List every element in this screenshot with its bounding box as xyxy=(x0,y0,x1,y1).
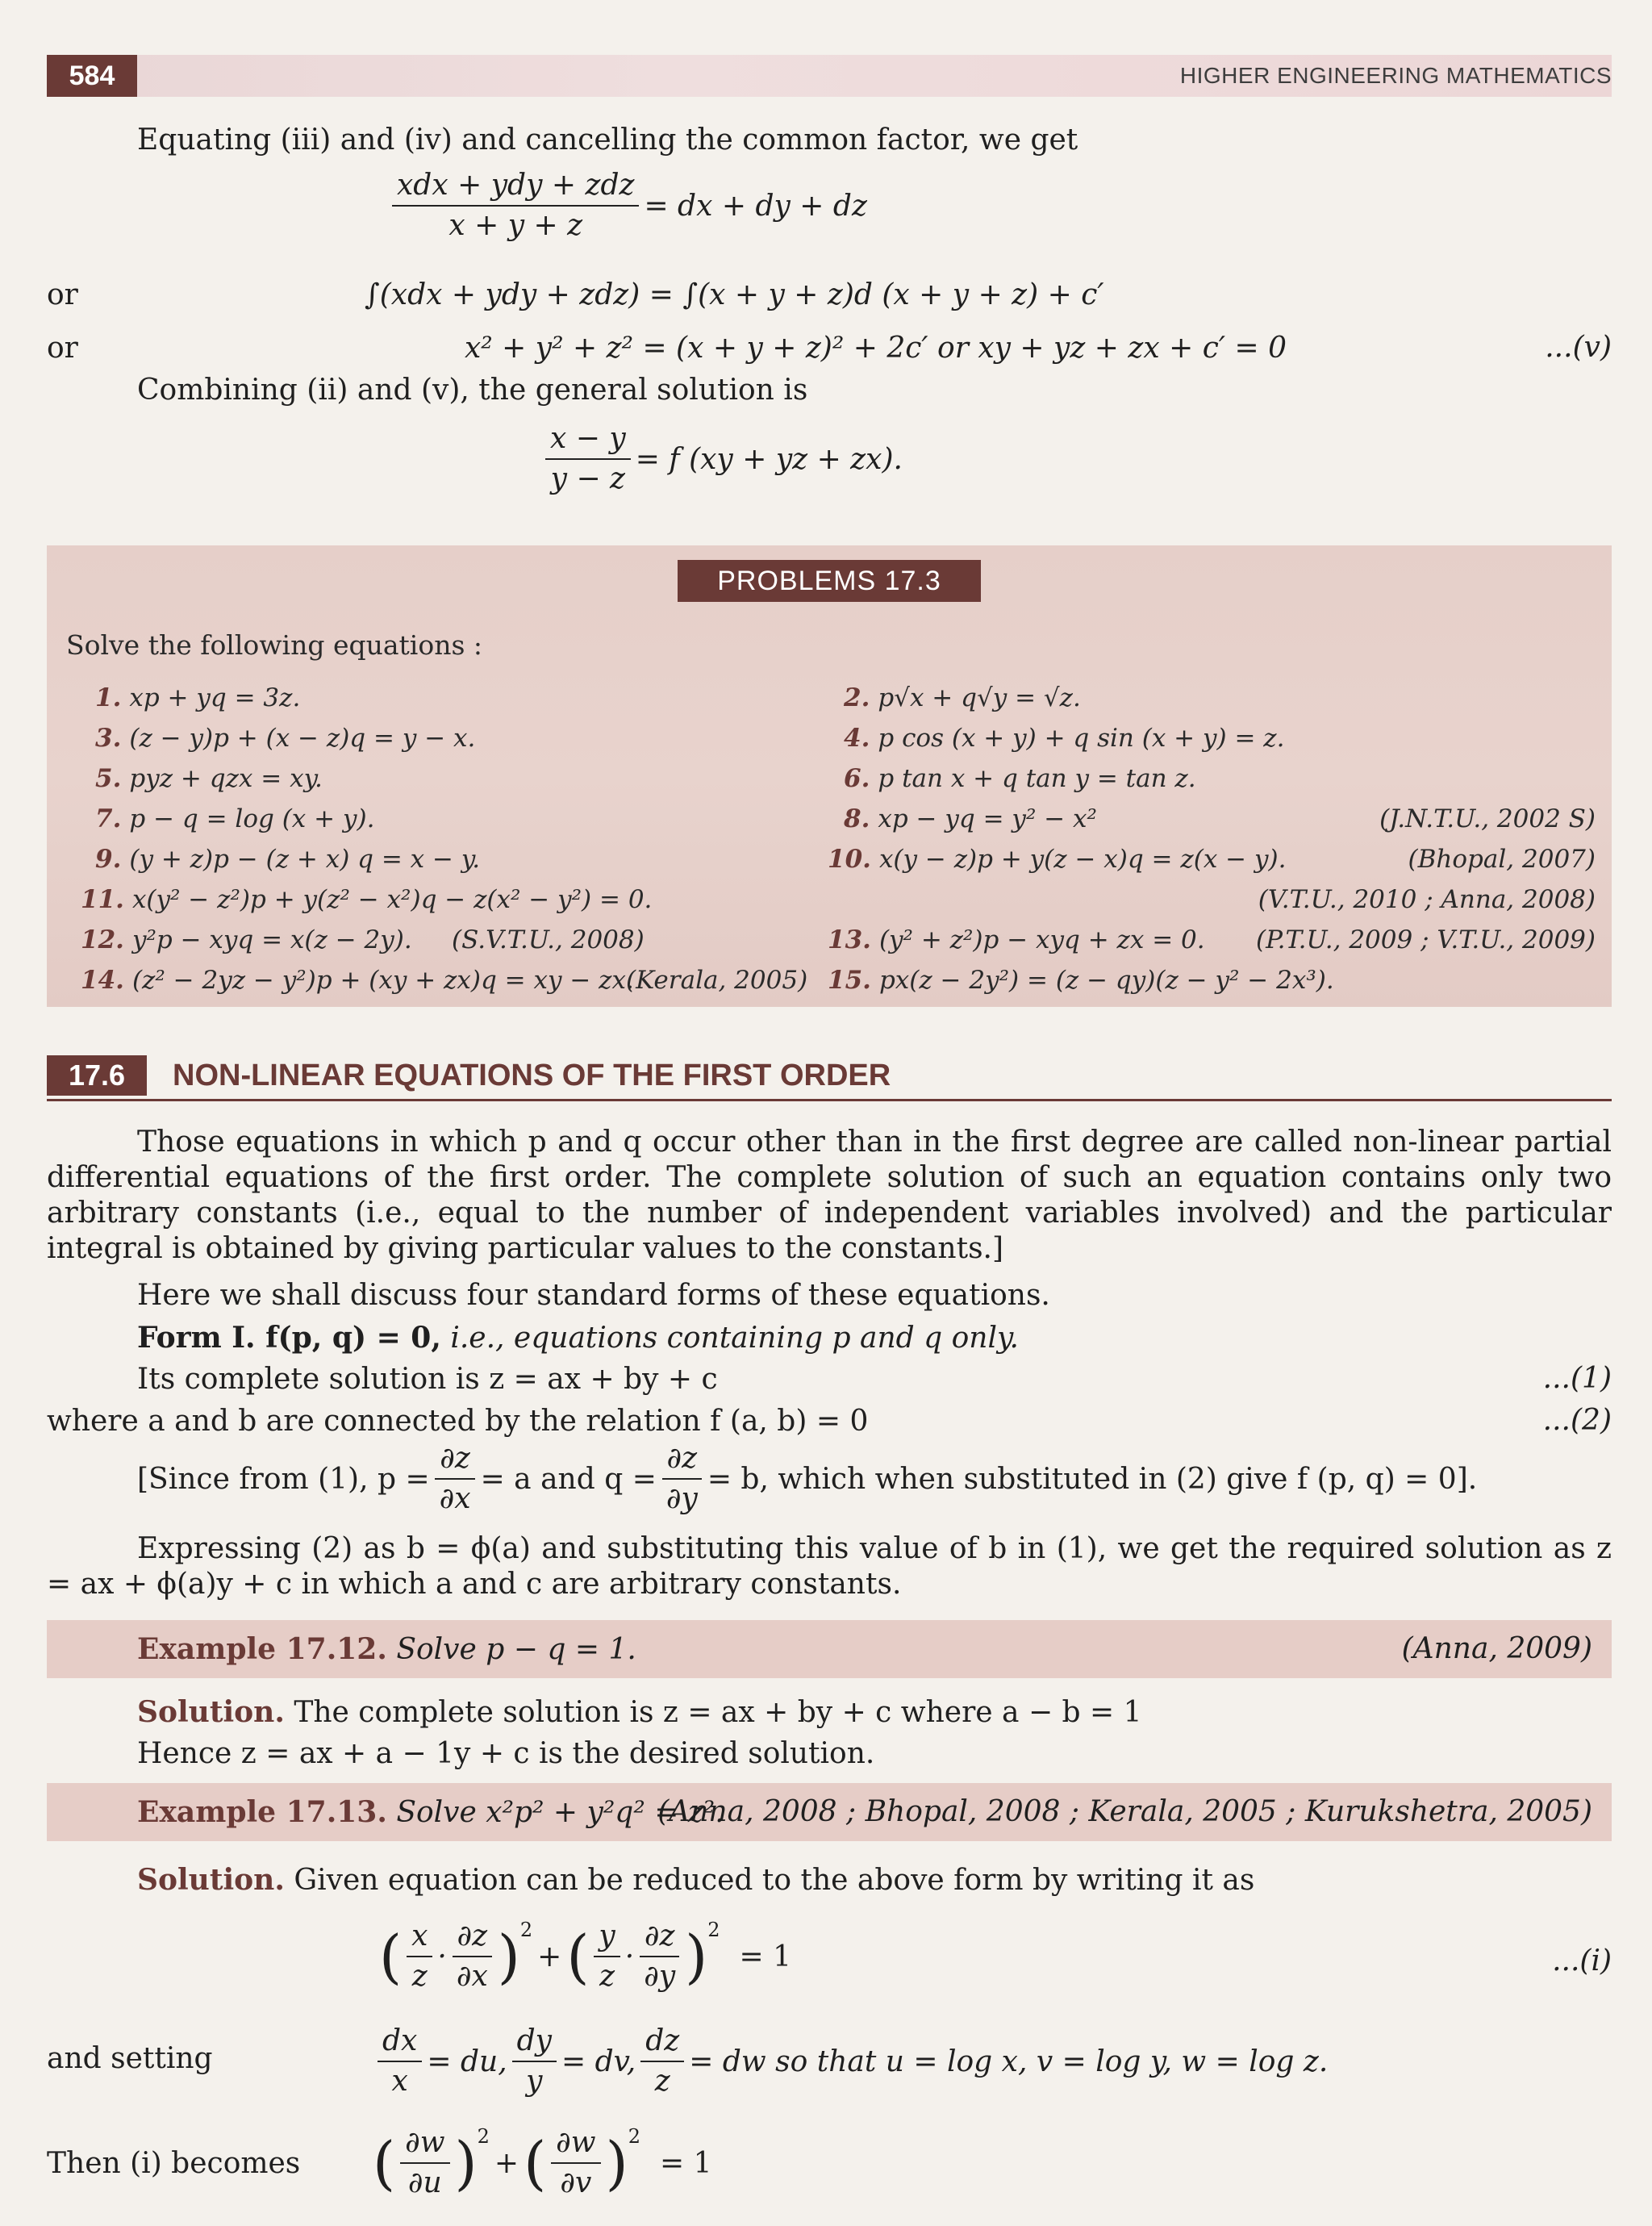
paragraph-definition: Those equations in which p and q occur other than in the first degree are called non-linear partial differential equations of the first order. The complete solution of such an equation contains only two arbitrary constants (i.e., equal to the number of independent variables involved) and the particular integral is obtained by giving particular values to the constants.] xyxy=(47,1126,1612,1265)
problem-source: (Kerala, 2005) xyxy=(626,966,808,995)
eq1-denominator: x + y + z xyxy=(448,209,583,242)
section-title: NON-LINEAR EQUATIONS OF THE FIRST ORDER xyxy=(173,1058,891,1092)
section-rule xyxy=(47,1099,1612,1101)
general-solution xyxy=(540,421,903,497)
reduced-equation: ( $\frac{\partial w}{\partial u}$ ) $^2$ + ( $\frac{\partial w}{\partial v}$ ) $^2$ = 1 xyxy=(373,2125,712,2199)
equation-tag: ...(v) xyxy=(1545,331,1612,364)
paragraph-expressing: Expressing (2) as b = ϕ(a) and substituting this value of b in (1), we get the required solution as z = ax + ϕ(a)y + c in which a and c are arbitrary constants. xyxy=(47,1532,1612,1601)
problem-item: 8. xp − yq = y² − x² xyxy=(844,804,1097,833)
problem-item: 13. (y² + z²)p − xyq + zx = 0. xyxy=(828,925,1205,954)
equation-v: x² + y² + z² = (x + y + z)² + 2c′ or xy + yz + zx + c′ = 0 xyxy=(465,332,1287,365)
example-17-12: Example 17.12. Solve p − q = 1. xyxy=(137,1632,636,1666)
problem-item: 6. p tan x + q tan y = tan z. xyxy=(844,764,1196,793)
problem-item: 5. pyz + qzx = xy. xyxy=(95,764,323,793)
eq1-rhs: = dx + dy + dz xyxy=(644,189,867,223)
or-label: or xyxy=(47,332,78,365)
combine-text: Combining (ii) and (v), the general solution is xyxy=(137,374,808,407)
solution-17-12-line2: Hence z = ax + a − 1y + c is the desired solution. xyxy=(137,1737,875,1770)
equation-tag: ...(2) xyxy=(1542,1404,1612,1437)
intro-text: Equating (iii) and (iv) and cancelling the common factor, we get xyxy=(137,123,1078,157)
book-title: HIGHER ENGINEERING MATHEMATICS xyxy=(1179,63,1612,88)
solution-17-12: Solution. The complete solution is z = ax + by + c where a − b = 1 xyxy=(137,1695,1142,1729)
form-heading: Form I. f(p, q) = 0, i.e., equations containing p and q only. xyxy=(137,1321,1019,1355)
example-source: (Anna, 2009) xyxy=(1401,1632,1592,1665)
problem-item: 4. p cos (x + y) + q sin (x + y) = z. xyxy=(844,724,1285,753)
substitution-equation: $\frac{dx}{x}$ = du, $\frac{dy}{y}$ = dv, $\frac{dz}{z}$ = dw so that u = log x, v = log y, w = log z. xyxy=(373,2023,1328,2099)
section-number: 17.6 xyxy=(47,1055,147,1096)
problem-source: (J.N.T.U., 2002 S) xyxy=(1379,804,1596,833)
problem-source: (S.V.T.U., 2008) xyxy=(452,925,645,954)
problem-source: (V.T.U., 2010 ; Anna, 2008) xyxy=(1258,885,1596,914)
equation-tag: ...(i) xyxy=(1552,1944,1612,1978)
or-label: or xyxy=(47,278,78,311)
gen-numerator: x − y xyxy=(545,421,631,460)
problems-instruction: Solve the following equations : xyxy=(66,629,483,661)
problems-title: PROBLEMS 17.3 xyxy=(678,560,981,602)
problem-item: 2. p√x + q√y = √z. xyxy=(844,683,1081,712)
then-label: Then (i) becomes xyxy=(47,2147,301,2180)
paragraph-forms: Here we shall discuss four standard forms of these equations. xyxy=(137,1279,1050,1312)
problem-item: 9. (y + z)p − (z + x) q = x − y. xyxy=(95,845,481,874)
problem-item: 15. px(z − 2y²) = (z − qy)(z − y² − 2x³). xyxy=(828,966,1334,995)
equation-tag: ...(1) xyxy=(1542,1362,1612,1395)
problem-item: 3. (z − y)p + (x − z)q = y − x. xyxy=(95,724,476,753)
equation-integral: ∫(xdx + ydy + zdz) = ∫(x + y + z)d (x + y + z) + c′ xyxy=(365,278,1104,311)
problem-source: (P.T.U., 2009 ; V.T.U., 2009) xyxy=(1255,925,1596,954)
page-number: 584 xyxy=(47,55,137,97)
gen-rhs: = f (xy + yz + zx). xyxy=(635,442,903,476)
problem-item: 1. xp + yq = 3z. xyxy=(95,683,301,712)
since-text: [Since from (1), p = $\frac{\partial z}{\partial x}$ = a and q = $\frac{\partial z}{\partial y}$ = b, which when substituted in (2) give f (p, q) = 0]. xyxy=(137,1442,1478,1515)
problem-item: 14. (z² − 2yz − y²)p + (xy + zx)q = xy − zx. xyxy=(81,966,634,995)
problem-item: 7. p − q = log (x + y). xyxy=(95,804,375,833)
example-source: (Anna, 2008 ; Bhopal, 2008 ; Kerala, 2005 ; Kurukshetra, 2005) xyxy=(657,1795,1592,1828)
problem-item: 10. x(y − z)p + y(z − x)q = z(x − y). xyxy=(828,845,1287,874)
complete-solution: Its complete solution is z = ax + by + c xyxy=(137,1363,718,1396)
solution-17-13: Solution. Given equation can be reduced to the above form by writing it as xyxy=(137,1863,1255,1897)
equation-ratio xyxy=(387,168,867,244)
problem-source: (Bhopal, 2007) xyxy=(1408,845,1596,874)
problem-item: 12. y²p − xyq = x(z − 2y). xyxy=(81,925,412,954)
relation-text: where a and b are connected by the relation f (a, b) = 0 xyxy=(47,1405,869,1438)
equation-i: ( $\frac{x}{z}$ · $\frac{\partial z}{\partial x}$ ) $^2$ + ( $\frac{y}{z}$ · $\frac{\partial z}{\partial y}$ ) $^2$ = 1 xyxy=(379,1919,792,1993)
eq1-numerator: xdx + ydy + zdz xyxy=(392,168,639,207)
setting-label: and setting xyxy=(47,2042,213,2075)
problem-item: 11. x(y² − z²)p + y(z² − x²)q − z(x² − y²) = 0. xyxy=(81,885,653,914)
gen-denominator: y − z xyxy=(550,462,626,495)
example-17-13: Example 17.13. Solve x²p² + y²q² = z². xyxy=(137,1795,724,1829)
